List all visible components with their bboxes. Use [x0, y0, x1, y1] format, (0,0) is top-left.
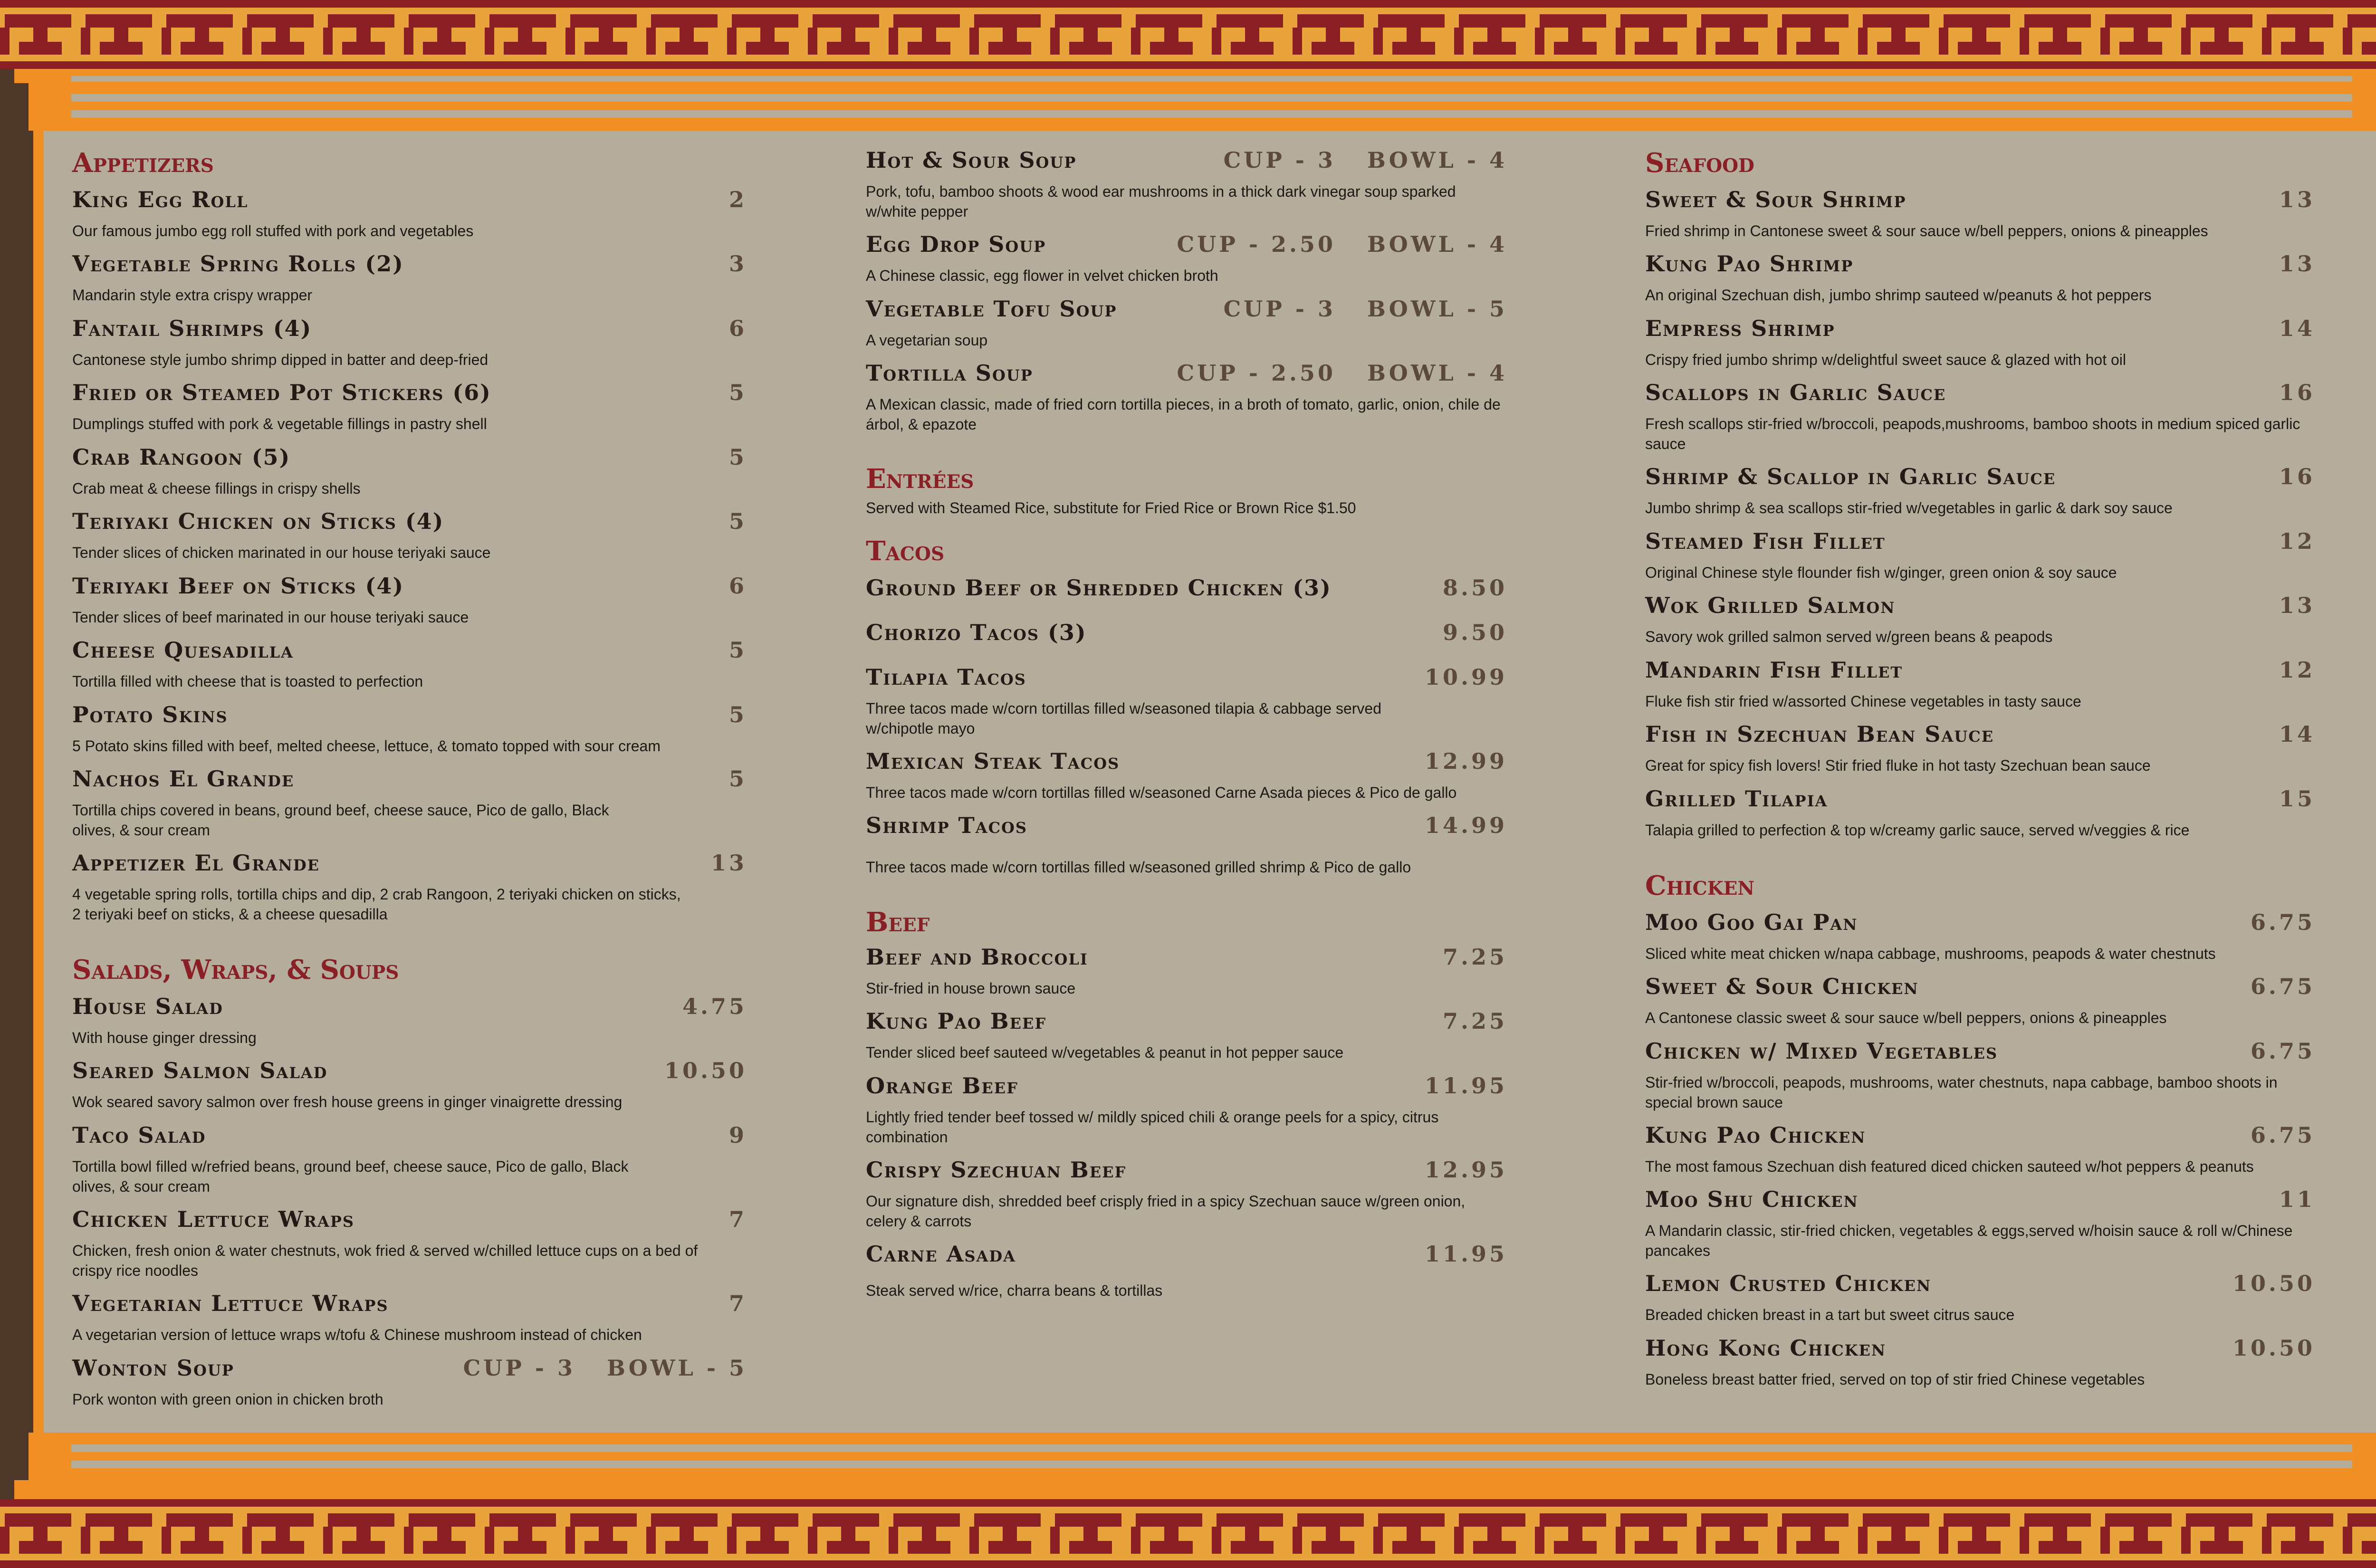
- item-price: 5: [728, 508, 747, 534]
- item-description: Original Chinese style flounder fish w/ginger, green onion & soy sauce: [1645, 564, 2117, 581]
- section-title-tacos: Tacos: [866, 535, 945, 567]
- item-name: Orange Beef: [866, 1073, 1018, 1099]
- item-price: CUP - 2.50 BOWL - 4: [1177, 231, 1507, 257]
- item-description: Dumplings stuffed with pork & vegetable fillings in pastry shell: [72, 415, 487, 432]
- item-price: CUP - 3 BOWL - 4: [1223, 147, 1507, 173]
- item-price: 14.99: [1424, 813, 1507, 838]
- item-name: Carne Asada: [866, 1241, 1016, 1267]
- decorative-border-top: [0, 0, 2376, 69]
- item-name: Chorizo Tacos (3): [866, 620, 1087, 645]
- item-price: 12: [2279, 528, 2315, 554]
- item-price: 7.25: [1442, 1008, 1507, 1034]
- item-name: Vegetable Tofu Soup: [866, 296, 1117, 322]
- item-name: King Egg Roll: [72, 187, 249, 212]
- item-name: Wok Grilled Salmon: [1645, 593, 1896, 618]
- item-name: Sweet & Sour Shrimp: [1645, 187, 1907, 212]
- item-price: 6: [728, 573, 747, 599]
- item-name: Crab Rangoon (5): [72, 444, 291, 470]
- item-description: A Chinese classic, egg flower in velvet chicken broth: [866, 267, 1218, 284]
- item-price: 10.50: [2232, 1271, 2315, 1296]
- item-name: Vegetarian Lettuce Wraps: [72, 1291, 389, 1316]
- item-price: 6.75: [2250, 974, 2315, 999]
- frame-line-top-3: [71, 110, 2352, 118]
- item-name: Steamed Fish Fillet: [1645, 528, 1886, 554]
- item-description: Lightly fried tender beef tossed w/ mildly spiced chili & orange peels for a spicy, citrus combination: [866, 1109, 1439, 1146]
- item-name: Sweet & Sour Chicken: [1645, 974, 1919, 999]
- item-price: 6.75: [2250, 1122, 2315, 1148]
- item-description: Three tacos made w/corn tortillas filled w/seasoned Carne Asada pieces & Pico de gallo: [866, 784, 1457, 801]
- item-name: Kung Pao Beef: [866, 1008, 1047, 1034]
- item-price: 13: [2279, 251, 2315, 277]
- item-description: Three tacos made w/corn tortillas filled w/seasoned tilapia & cabbage served w/chipotle mayo: [866, 700, 1382, 737]
- item-description: Crispy fried jumbo shrimp w/delightful sweet sauce & glazed with hot oil: [1645, 351, 2127, 368]
- item-description: Savory wok grilled salmon served w/green beans & peapods: [1645, 628, 2053, 645]
- item-name: Fish in Szechuan Bean Sauce: [1645, 721, 1994, 747]
- item-name: House Salad: [72, 994, 223, 1019]
- item-name: Appetizer El Grande: [72, 850, 320, 876]
- item-description: A Mandarin classic, stir-fried chicken, vegetables & eggs,served w/hoisin sauce & roll w/Chinese pancakes: [1645, 1222, 2293, 1259]
- frame-strip-top-2: [29, 83, 2376, 131]
- frame-line-bottom-2: [71, 1461, 2352, 1468]
- section-title-entrees: Entrées: [866, 463, 974, 495]
- item-name: Potato Skins: [72, 702, 228, 727]
- item-description: Tortilla bowl filled w/refried beans, ground beef, cheese sauce, Pico de gallo, Black olives, & sour cream: [72, 1158, 629, 1195]
- item-price: 6: [728, 316, 747, 341]
- item-name: Shrimp & Scallop in Garlic Sauce: [1645, 464, 2056, 489]
- item-name: Shrimp Tacos: [866, 813, 1028, 838]
- item-price: 10.99: [1424, 664, 1507, 690]
- item-description: Boneless breast batter fried, served on top of stir fried Chinese vegetables: [1645, 1371, 2145, 1388]
- item-description: Tender slices of chicken marinated in our house teriyaki sauce: [72, 544, 491, 561]
- item-price: CUP - 3 BOWL - 5: [1223, 296, 1507, 322]
- item-price: 13: [2279, 593, 2315, 618]
- item-description: Cantonese style jumbo shrimp dipped in batter and deep-fried: [72, 351, 489, 368]
- item-description: Breaded chicken breast in a tart but sweet citrus sauce: [1645, 1306, 2015, 1323]
- item-price: CUP - 3 BOWL - 5: [463, 1355, 747, 1381]
- item-price: 13: [710, 850, 747, 876]
- item-name: Moo Shu Chicken: [1645, 1186, 1859, 1212]
- item-price: 11: [2279, 1186, 2315, 1212]
- item-description: A Cantonese classic sweet & sour sauce w/bell peppers, onions & pineapples: [1645, 1009, 2167, 1026]
- item-name: Taco Salad: [72, 1122, 206, 1148]
- item-price: 2: [728, 187, 747, 212]
- item-description: A vegetarian version of lettuce wraps w/tofu & Chinese mushroom instead of chicken: [72, 1326, 642, 1343]
- section-title-beef: Beef: [866, 907, 930, 938]
- item-price: 16: [2279, 464, 2315, 489]
- item-name: Empress Shrimp: [1645, 316, 1835, 341]
- item-name: Hong Kong Chicken: [1645, 1335, 1887, 1361]
- item-price: 5: [728, 702, 747, 727]
- item-description: Great for spicy fish lovers! Stir fried fluke in hot tasty Szechuan bean sauce: [1645, 757, 2151, 774]
- item-description: Stir-fried w/broccoli, peapods, mushrooms, water chestnuts, napa cabbage, bamboo shoots in special brown sauce: [1645, 1074, 2278, 1111]
- item-price: 3: [728, 251, 747, 277]
- item-description: Tortilla chips covered in beans, ground beef, cheese sauce, Pico de gallo, Black olives, & sour cream: [72, 802, 609, 839]
- item-price: 4.75: [682, 994, 747, 1019]
- item-description: Three tacos made w/corn tortillas filled w/seasoned grilled shrimp & Pico de gallo: [866, 859, 1411, 876]
- item-name: Vegetable Spring Rolls (2): [72, 251, 404, 277]
- frame-strip-bottom-2: [14, 1480, 2376, 1499]
- item-price: 11.95: [1424, 1073, 1507, 1099]
- item-name: Mexican Steak Tacos: [866, 748, 1120, 774]
- item-description: Wok seared savory salmon over fresh house greens in ginger vinaigrette dressing: [72, 1093, 623, 1110]
- item-name: Moo Goo Gai Pan: [1645, 909, 1858, 935]
- frame-line-top-2: [71, 94, 2352, 102]
- item-description: Chicken, fresh onion & water chestnuts, wok fried & served w/chilled lettuce cups on a bed of crispy rice noodles: [72, 1242, 698, 1279]
- item-price: 10.50: [2232, 1335, 2315, 1361]
- section-title-seafood: Seafood: [1645, 147, 1754, 179]
- frame-strip-bottom-1: [29, 1433, 2376, 1480]
- item-description: A Mexican classic, made of fried corn tortilla pieces, in a broth of tomato, garlic, onion, chile de árbol, & epazote: [866, 396, 1501, 433]
- item-name: Kung Pao Chicken: [1645, 1122, 1866, 1148]
- item-name: Teriyaki Chicken on Sticks (4): [72, 508, 444, 534]
- item-name: Fried or Steamed Pot Stickers (6): [72, 380, 491, 405]
- item-price: 12.95: [1424, 1157, 1507, 1183]
- item-description: Mandarin style extra crispy wrapper: [72, 287, 313, 304]
- item-description: 5 Potato skins filled with beef, melted cheese, lettuce, & tomato topped with sour cream: [72, 737, 661, 755]
- item-description: Fresh scallops stir-fried w/broccoli, peapods,mushrooms, bamboo shoots in medium spiced garlic sauce: [1645, 415, 2300, 452]
- item-name: Fantail Shrimps (4): [72, 316, 312, 341]
- item-description: With house ginger dressing: [72, 1029, 257, 1046]
- item-price: CUP - 2.50 BOWL - 4: [1177, 360, 1507, 386]
- frame-line-top-1: [71, 76, 2352, 82]
- item-name: Crispy Szechuan Beef: [866, 1157, 1127, 1183]
- item-description: Sliced white meat chicken w/napa cabbage, mushrooms, peapods & water chestnuts: [1645, 945, 2216, 962]
- item-price: 7: [728, 1291, 747, 1316]
- item-name: Tilapia Tacos: [866, 664, 1026, 690]
- item-name: Mandarin Fish Fillet: [1645, 657, 1903, 683]
- key-pattern-bottom: [0, 1499, 2376, 1568]
- item-name: Lemon Crusted Chicken: [1645, 1271, 1932, 1296]
- item-price: 15: [2279, 786, 2315, 812]
- item-price: 5: [728, 380, 747, 405]
- item-price: 6.75: [2250, 909, 2315, 935]
- item-description: The most famous Szechuan dish featured diced chicken sauteed w/hot peppers & peanuts: [1645, 1158, 2254, 1175]
- section-title-salads: Salads, Wraps, & Soups: [72, 954, 399, 985]
- item-description: Our signature dish, shredded beef crisply fried in a spicy Szechuan sauce w/green onion, celery & carrots: [866, 1193, 1466, 1230]
- item-description: Our famous jumbo egg roll stuffed with pork and vegetables: [72, 222, 474, 239]
- item-price: 5: [728, 637, 747, 663]
- item-name: Wonton Soup: [72, 1355, 234, 1381]
- item-name: Cheese Quesadilla: [72, 637, 294, 663]
- item-price: 8.50: [1442, 575, 1507, 601]
- item-description: Tender sliced beef sauteed w/vegetables & peanut in hot pepper sauce: [866, 1044, 1344, 1061]
- item-price: 13: [2279, 187, 2315, 212]
- item-description: Tortilla filled with cheese that is toasted to perfection: [72, 673, 423, 690]
- item-price: 9.50: [1442, 620, 1507, 645]
- section-note-entrees: Served with Steamed Rice, substitute for Fried Rice or Brown Rice $1.50: [866, 499, 1356, 516]
- decorative-border-bottom: [0, 1499, 2376, 1568]
- item-name: Tortilla Soup: [866, 360, 1033, 386]
- item-description: Pork wonton with green onion in chicken broth: [72, 1391, 383, 1408]
- item-name: Kung Pao Shrimp: [1645, 251, 1854, 277]
- item-name: Chicken Lettuce Wraps: [72, 1206, 355, 1232]
- item-description: 4 vegetable spring rolls, tortilla chips and dip, 2 crab Rangoon, 2 teriyaki chicken on sticks, 2 teriyaki beef on sticks, & a cheese quesadilla: [72, 886, 681, 923]
- item-price: 10.50: [664, 1058, 747, 1083]
- item-price: 16: [2279, 380, 2315, 405]
- item-description: Tender slices of beef marinated in our house teriyaki sauce: [72, 609, 469, 626]
- item-price: 6.75: [2250, 1038, 2315, 1064]
- item-price: 7.25: [1442, 944, 1507, 970]
- menu-panel: [33, 131, 2376, 1433]
- item-price: 5: [728, 444, 747, 470]
- item-price: 11.95: [1424, 1241, 1507, 1267]
- item-description: An original Szechuan dish, jumbo shrimp sauteed w/peanuts & hot peppers: [1645, 287, 2152, 304]
- item-price: 12.99: [1424, 748, 1507, 774]
- item-price: 12: [2279, 657, 2315, 683]
- section-title-chicken: Chicken: [1645, 870, 1754, 901]
- key-pattern-top: [0, 0, 2376, 69]
- item-price: 14: [2279, 316, 2315, 341]
- item-description: Crab meat & cheese fillings in crispy shells: [72, 480, 361, 497]
- item-description: Pork, tofu, bamboo shoots & wood ear mushrooms in a thick dark vinegar soup sparked w/white pepper: [866, 183, 1456, 220]
- item-description: Jumbo shrimp & sea scallops stir-fried w/vegetables in garlic & dark soy sauce: [1645, 499, 2173, 516]
- item-description: Steak served w/rice, charra beans & tortillas: [866, 1282, 1163, 1299]
- item-description: Stir-fried in house brown sauce: [866, 980, 1076, 997]
- item-description: A vegetarian soup: [866, 332, 988, 349]
- frame-line-bottom-1: [71, 1444, 2352, 1452]
- item-name: Egg Drop Soup: [866, 231, 1046, 257]
- item-name: Teriyaki Beef on Sticks (4): [72, 573, 404, 599]
- item-name: Grilled Tilapia: [1645, 786, 1828, 812]
- item-description: Fried shrimp in Cantonese sweet & sour sauce w/bell peppers, onions & pineapples: [1645, 222, 2208, 239]
- item-name: Scallops in Garlic Sauce: [1645, 380, 1946, 405]
- item-name: Nachos El Grande: [72, 766, 295, 792]
- item-name: Seared Salmon Salad: [72, 1058, 328, 1083]
- item-price: 9: [728, 1122, 747, 1148]
- section-title-appetizers: Appetizers: [72, 147, 214, 179]
- item-name: Beef and Broccoli: [866, 944, 1088, 970]
- item-name: Chicken w/ Mixed Vegetables: [1645, 1038, 1998, 1064]
- item-name: Ground Beef or Shredded Chicken (3): [866, 575, 1332, 601]
- item-description: Talapia grilled to perfection & top w/creamy garlic sauce, served w/veggies & rice: [1645, 822, 2190, 839]
- item-price: 5: [728, 766, 747, 792]
- item-price: 7: [728, 1206, 747, 1232]
- item-price: 14: [2279, 721, 2315, 747]
- item-name: Hot & Sour Soup: [866, 147, 1077, 173]
- item-description: Fluke fish stir fried w/assorted Chinese vegetables in tasty sauce: [1645, 693, 2081, 710]
